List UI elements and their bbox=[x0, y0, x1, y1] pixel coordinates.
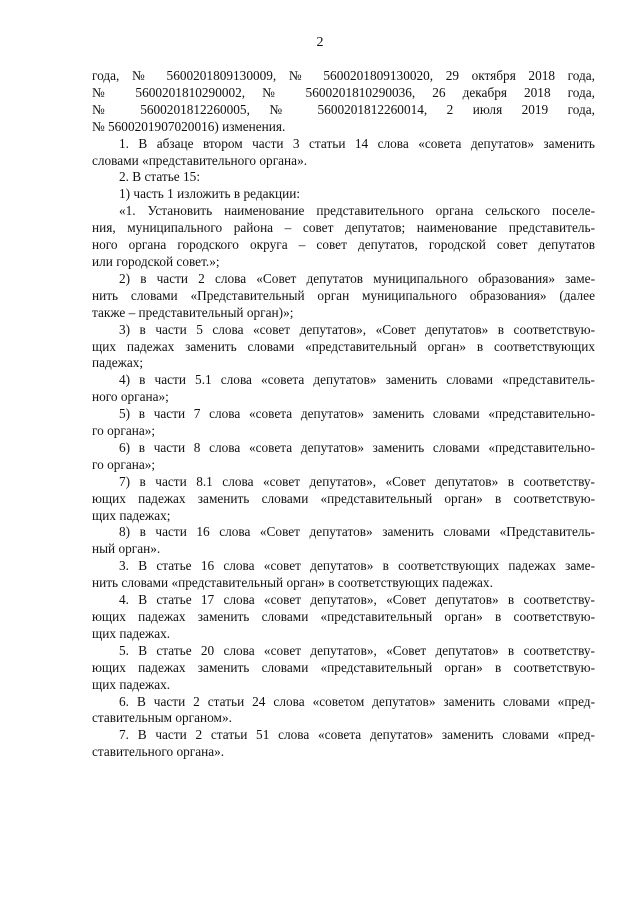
text-line: 3. В статье 16 слова «совет депутатов» в соответствующих падежах заме- bbox=[119, 558, 595, 574]
text-line: года, № 5600201809130009, № 5600201809130020, 29 октября 2018 года, bbox=[92, 68, 595, 83]
text-line: 1) часть 1 изложить в редакции: bbox=[119, 186, 301, 202]
text-line: щих падежах заменить словами «представительный орган» в соответствующих bbox=[92, 338, 595, 354]
text-line: ный орган». bbox=[92, 541, 161, 557]
text-line: падежах; bbox=[92, 355, 144, 371]
text-line: нить словами «Представительный орган муниципального образования» (далее bbox=[92, 287, 595, 303]
text-line: ющих падежах заменить словами «представительный орган» в соответствую- bbox=[92, 490, 595, 506]
text-line: «1. Установить наименование представительного органа сельского поселе- bbox=[119, 203, 595, 219]
document-body bbox=[92, 68, 595, 761]
text-line: ставительным органом». bbox=[92, 710, 232, 726]
text-line: словами «представительного органа». bbox=[92, 152, 308, 168]
text-line: ния, муниципального района – совет депутатов; наименование представитель- bbox=[92, 220, 595, 236]
text-line: 7. В части 2 статьи 51 слова «совета депутатов» заменить словами «пред- bbox=[119, 727, 595, 743]
text-line: щих падежах; bbox=[92, 507, 171, 523]
text-line: щих падежах. bbox=[92, 676, 171, 692]
text-line: 3) в части 5 слова «совет депутатов», «Совет депутатов» в соответствую- bbox=[119, 321, 595, 337]
text-line: 2. В статье 15: bbox=[119, 169, 201, 185]
text-line: ного органа городского округа – совет депутатов, городской совет депутатов bbox=[92, 237, 595, 253]
text-line: 5) в части 7 слова «совета депутатов» заменить словами «представительно- bbox=[119, 406, 595, 422]
text-line: 7) в части 8.1 слова «совет депутатов», «Совет депутатов» в соответству- bbox=[119, 473, 595, 489]
text-line: ставительного органа». bbox=[92, 744, 225, 760]
text-line: 5. В статье 20 слова «совет депутатов», «Совет депутатов» в соответству- bbox=[119, 642, 595, 658]
text-line: нить словами «представительный орган» в соответствующих падежах. bbox=[92, 575, 493, 591]
text-line: 2) в части 2 слова «Совет депутатов муниципального образования» заме- bbox=[119, 270, 595, 286]
text-line: № 5600201812260005, № 5600201812260014, 2 июля 2019 года, bbox=[92, 101, 595, 117]
text-line: № 5600201810290002, № 5600201810290036, 26 декабря 2018 года, bbox=[92, 84, 595, 100]
text-line: го органа»; bbox=[92, 423, 156, 439]
text-line: 4. В статье 17 слова «совет депутатов», «Совет депутатов» в соответству- bbox=[119, 592, 595, 608]
text-line: щих падежах. bbox=[92, 625, 171, 641]
text-line: также – представительный орган)»; bbox=[92, 304, 294, 320]
text-line: № 5600201907020016) изменения. bbox=[92, 118, 286, 134]
text-line: 6. В части 2 статьи 24 слова «советом депутатов» заменить словами «пред- bbox=[119, 693, 595, 709]
text-line: ющих падежах заменить словами «представительный орган» в соответствую- bbox=[92, 659, 595, 675]
text-line: ющих падежах заменить словами «представительный орган» в соответствую- bbox=[92, 609, 595, 624]
text-line: го органа»; bbox=[92, 456, 156, 472]
text-line: 8) в части 16 слова «Совет депутатов» заменить словами «Представитель- bbox=[119, 524, 595, 540]
text-line: или городской совет.»; bbox=[92, 253, 220, 269]
text-line: 1. В абзаце втором части 3 статьи 14 слова «совета депутатов» заменить bbox=[119, 135, 595, 151]
text-line: 6) в части 8 слова «совета депутатов» заменить словами «представительно- bbox=[119, 439, 595, 455]
page-number: 2 bbox=[316, 35, 324, 50]
text-line: 4) в части 5.1 слова «совета депутатов» заменить словами «представитель- bbox=[119, 372, 595, 388]
text-line: ного органа»; bbox=[92, 389, 169, 405]
